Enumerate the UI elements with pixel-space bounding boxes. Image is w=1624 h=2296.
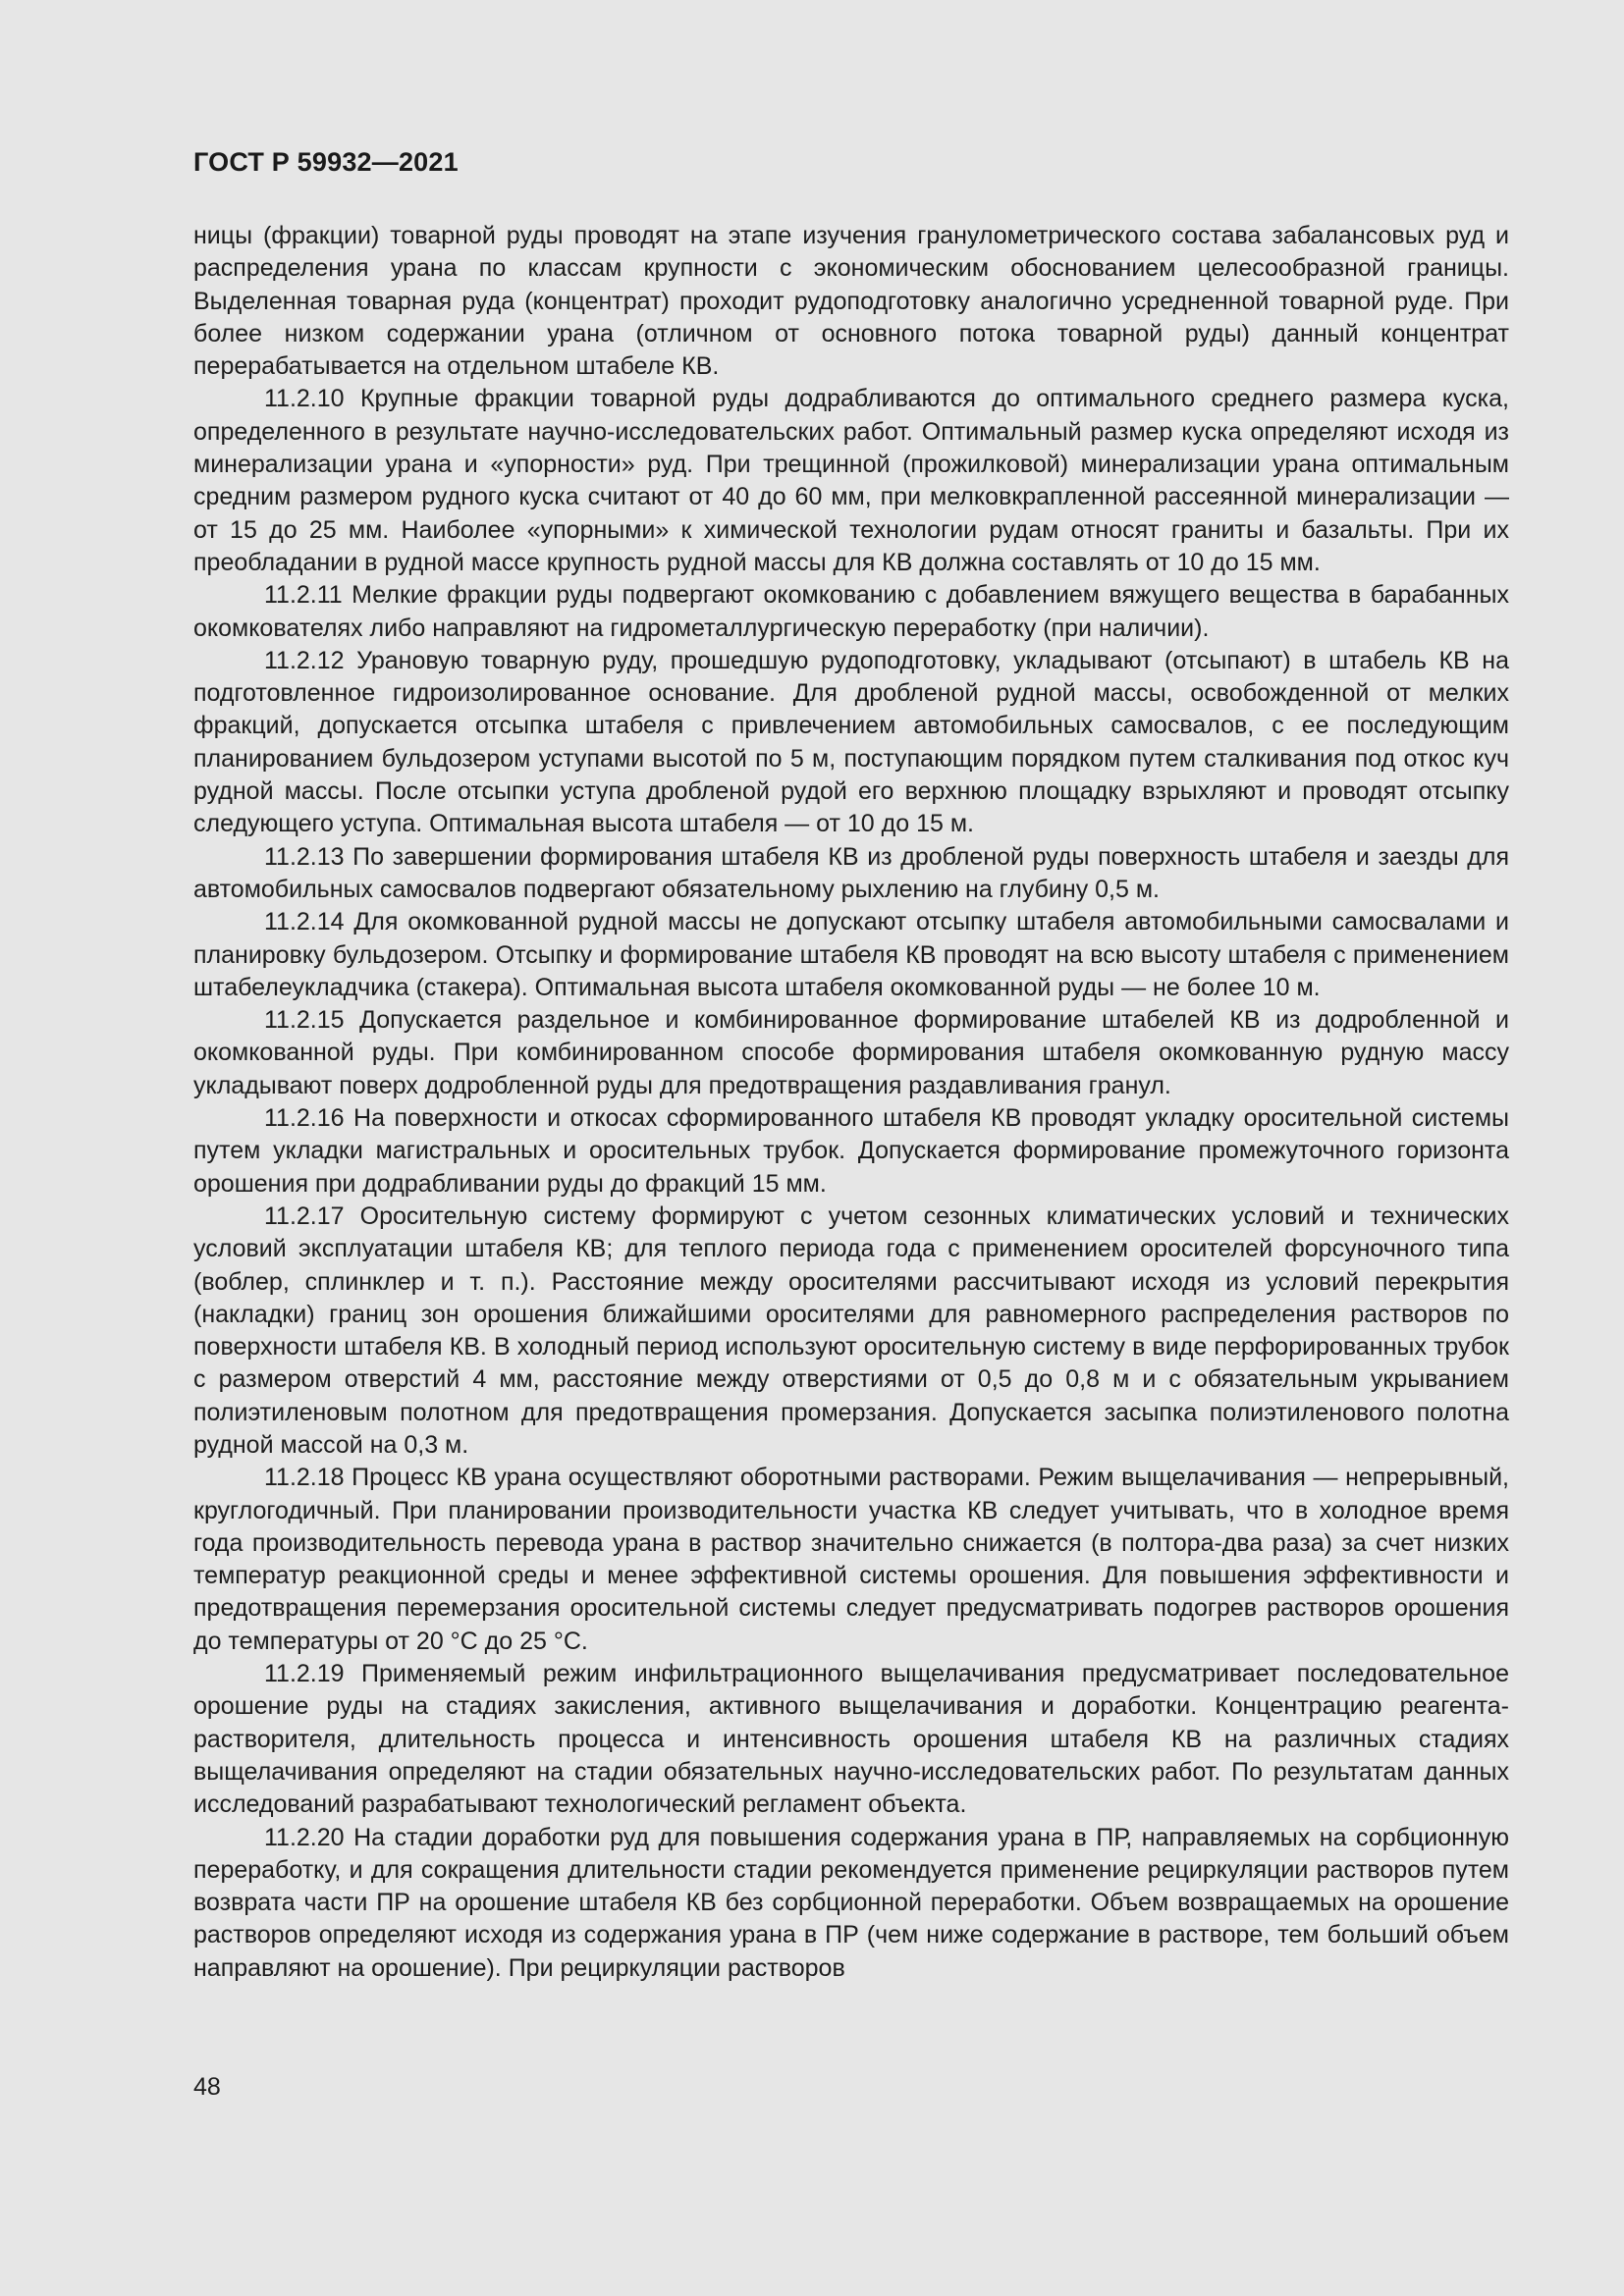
standard-header: ГОСТ Р 59932—2021 (193, 147, 459, 177)
paragraph-11-2-14: 11.2.14 Для окомкованной рудной массы не допускают отсыпку штабеля автомобильными самосвалами и планировку бульдозером. Отсыпку и формирование штабеля КВ проводят на всю высоту штабеля с применением штабелеукладчика (стакера). Оптимальная высота штабеля окомкованной руды — не более 10 м. (193, 908, 1509, 1001)
paragraph-11-2-11: 11.2.11 Мелкие фракции руды подвергают окомкованию с добавлением вяжущего вещества в барабанных окомкователях либо направляют на гидрометаллургическую переработку (при наличии). (193, 581, 1509, 642)
paragraph-11-2-16: 11.2.16 На поверхности и откосах сформированного штабеля КВ проводят укладку оросительной системы путем укладки магистральных и оросительных трубок. Допускается формирование промежуточного горизонта орошения при додрабливании руды до фракций 15 мм. (193, 1104, 1509, 1198)
paragraph-11-2-18: 11.2.18 Процесс КВ урана осуществляют оборотными растворами. Режим выщелачивания — непрерывный, круглогодичный. При планировании производительности участка КВ следует учитывать, что в холодное время года производительность перевода урана в раствор значительно снижается (в полтора-два раза) за счет низких температур реакционной среды и менее эффективной системы орошения. Для повышения эффективности и предотвращения перемерзания оросительной системы следует предусматривать подогрев растворов орошения до температуры от 20 °С до 25 °С. (193, 1464, 1509, 1655)
paragraph-11-2-15: 11.2.15 Допускается раздельное и комбинированное формирование штабелей КВ из додробленной и окомкованной руды. При комбинированном способе формирования штабеля окомкованную рудную массу укладывают поверх додробленной руды для предотвращения раздавливания гранул. (193, 1006, 1509, 1099)
paragraph-11-2-19: 11.2.19 Применяемый режим инфильтрационного выщелачивания предусматривает последовательное орошение руды на стадиях закисления, активного выщелачивания и доработки. Концентрацию реагента-растворителя, длительность процесса и интенсивность орошения штабеля КВ на различных стадиях выщелачивания определяют на стадии обязательных научно-исследовательских работ. По результатам данных исследований разрабатывают технологический регламент объекта. (193, 1660, 1509, 1819)
page-number: 48 (193, 2073, 221, 2101)
paragraph-11-2-12: 11.2.12 Урановую товарную руду, прошедшую рудоподготовку, укладывают (отсыпают) в штабель КВ на подготовленное гидроизолированное основание. Для дробленой рудной массы, освобожденной от мелких фракций, допускается отсыпка штабеля с привлечением автомобильных самосвалов, с ее последующим планированием бульдозером уступами высотой по 5 м, поступающим порядком путем сталкивания под откос куч рудной массы. После отсыпки уступа дробленой рудой его верхнюю площадку взрыхляют и проводят отсыпку следующего уступа. Оптимальная высота штабеля — от 10 до 15 м. (193, 646, 1509, 838)
paragraph-11-2-10: 11.2.10 Крупные фракции товарной руды додрабливаются до оптимального среднего размера куска, определенного в результате научно-исследовательских работ. Оптимальный размер куска определяют исходя из минерализации урана и «упорности» руд. При трещинной (прожилковой) минерализации урана оптимальным средним размером рудного куска считают от 40 до 60 мм, при мелковкрапленной рассеянной минерализации — от 15 до 25 мм. Наиболее «упорными» к химической технологии рудам относят граниты и базальты. При их преобладании в рудной массе крупность рудной массы для КВ должна составлять от 10 до 15 мм. (193, 385, 1509, 576)
paragraph-11-2-20: 11.2.20 На стадии доработки руд для повышения содержания урана в ПР, направляемых на сорбционную переработку, и для сокращения длительности стадии рекомендуется применение рециркуляции растворов путем возврата части ПР на орошение штабеля КВ без сорбционной переработки. Объем возвращаемых на орошение растворов определяют исходя из содержания урана в ПР (чем ниже содержание в растворе, тем больший объем направляют на орошение). При рециркуляции растворов (193, 1823, 1509, 1982)
paragraph-11-2-13: 11.2.13 По завершении формирования штабеля КВ из дробленой руды поверхность штабеля и заезды для автомобильных самосвалов подвергают обязательному рыхлению на глубину 0,5 м. (193, 842, 1509, 903)
body-text (193, 220, 1509, 1985)
paragraph-11-2-17: 11.2.17 Оросительную систему формируют с учетом сезонных климатических условий и технических условий эксплуатации штабеля КВ; для теплого периода года с применением оросителей форсуночного типа (воблер, сплинклер и т. п.). Расстояние между оросителями рассчитывают исходя из условий перекрытия (накладки) границ зон орошения ближайшими оросителями для равномерного распределения растворов по поверхности штабеля КВ. В холодный период используют оросительную систему в виде перфорированных трубок с размером отверстий 4 мм, расстояние между отверстиями от 0,5 до 0,8 м и с обязательным укрыванием полиэтиленовым полотном для предотвращения промерзания. Допускается засыпка полиэтиленового полотна рудной массой на 0,3 м. (193, 1201, 1509, 1459)
paragraph-continuation: ницы (фракции) товарной руды проводят на этапе изучения гранулометрического состава забалансовых руд и распределения урана по классам крупности с экономическим обоснованием целесообразной границы. Выделенная товарная руда (концентрат) проходит рудоподготовку аналогично усредненной товарной руде. При более низком содержании урана (отличном от основного потока товарной руды) данный концентрат перерабатывается на отдельном штабеле КВ. (193, 222, 1509, 381)
